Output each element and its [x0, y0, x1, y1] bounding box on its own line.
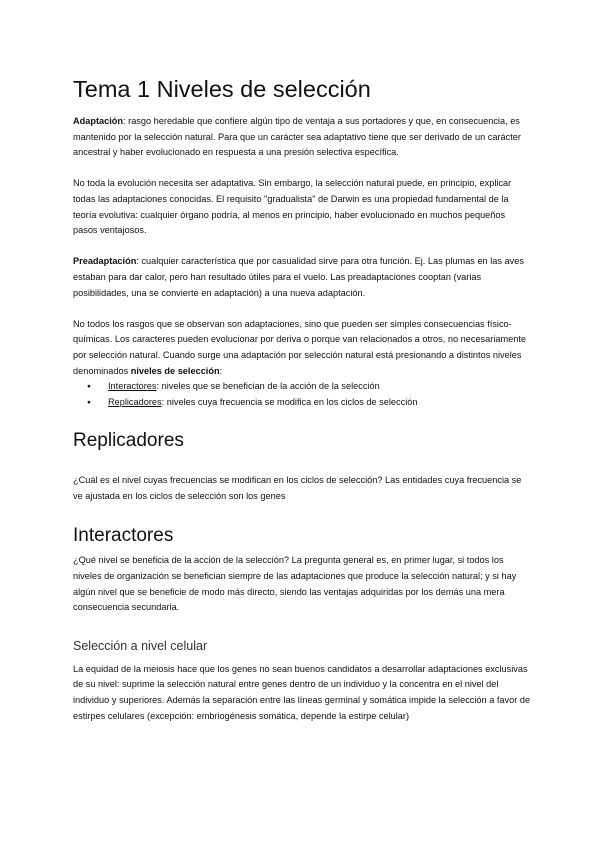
- text-preadaptacion: : cualquier característica que por casualidad sirve para otra función. Ej. Las plumas en las aves estaban para dar calor, pero han resultado útiles para el vuelo. Las preadaptaciones cooptan (varias posibilidades, una se convierte en adaptación) a una nueva adaptación.: [73, 256, 524, 298]
- text-interactores: : niveles que se benefician de la acción de la selección: [156, 381, 380, 392]
- document-body: [73, 74, 531, 724]
- term-adaptacion: Adaptación: [73, 116, 124, 126]
- term-preadaptacion: Preadaptación: [73, 256, 137, 267]
- paragraph-niveles: [73, 317, 531, 379]
- paragraph-adaptacion: [73, 114, 531, 161]
- paragraph-replicadores: ¿Cuál es el nivel cuyas frecuencias se modifican en los ciclos de selección? Las entidades cuya frecuencia se ve ajustada en los ciclos de selección son los genes: [73, 475, 522, 501]
- text-niveles: No todos los rasgos que se observan son adaptaciones, sino que pueden ser simples consecuencias físico-químicas. Los caracteres pueden evolucionar por deriva o porque van relacionados a otros, no necesariamente por selección natural. Cuando surge una adaptación por selección natural está presionando a distintos niveles denominados: [73, 318, 527, 376]
- text-replicadores: : niveles cuya frecuencia se modifica en los ciclos de selección: [161, 396, 418, 407]
- paragraph-seleccion-celular: La equidad de la meiosis hace que los genes no sean buenos candidatos a desarrollar adaptaciones exclusivas de su nivel: suprime la selección natural entre genes dentro de un individuo y la concentra en el nivel del individuo y superiores. Además la separación entre las líneas germinal y somática impide la selección a favor de estirpes celulares (excepción: embriogénesis somática, depende la estirpe celular): [73, 663, 531, 721]
- text-adaptacion: : rasgo heredable que confiere algún tipo de ventaja a sus portadores y que, en consecuencia, es mantenido por la selección natural. Para que un carácter sea adaptativo tiene que ser derivado de un carácter ancestral y haber evolucionado en respuesta a una presión selectiva específica.: [73, 116, 521, 158]
- term-interactores: Interactores: [108, 381, 157, 392]
- heading-replicadores: Replicadores: [73, 430, 184, 452]
- paragraph-preadaptacion: [73, 254, 531, 301]
- selection-levels-list: [73, 379, 531, 410]
- heading-seleccion-celular: Selección a nivel celular: [73, 638, 208, 653]
- heading-interactores: Interactores: [73, 525, 174, 547]
- paragraph-evolucion: No toda la evolución necesita ser adaptativa. Sin embargo, la selección natural puede, en principio, explicar todas las adaptaciones conocidas. El requisito "gradualista" de Darwin es una propiedad fundamental de la teoría evolutiva: cualquier órgano podría, al menos en principio, haber evolucionado en muchos pequeños pasos ventajosos.: [73, 178, 512, 236]
- term-replicadores: Replicadores: [108, 396, 162, 407]
- list-item: [73, 395, 531, 411]
- paragraph-interactores: ¿Qué nivel se beneficia de la acción de la selección? La pregunta general es, en primer lugar, si todos los niveles de organización se benefician siempre de las adaptaciones que produce la selección natural; y si hay algún nivel que se beneficie de modo más directo, siendo las ventajas adquiridas por los demás una mera consecuencia secundaria.: [73, 555, 517, 613]
- text-niveles-end: :: [219, 365, 223, 376]
- list-item: [73, 379, 531, 395]
- term-niveles-seleccion: niveles de selección: [130, 365, 220, 376]
- page-title: Tema 1 Niveles de selección: [73, 76, 371, 102]
